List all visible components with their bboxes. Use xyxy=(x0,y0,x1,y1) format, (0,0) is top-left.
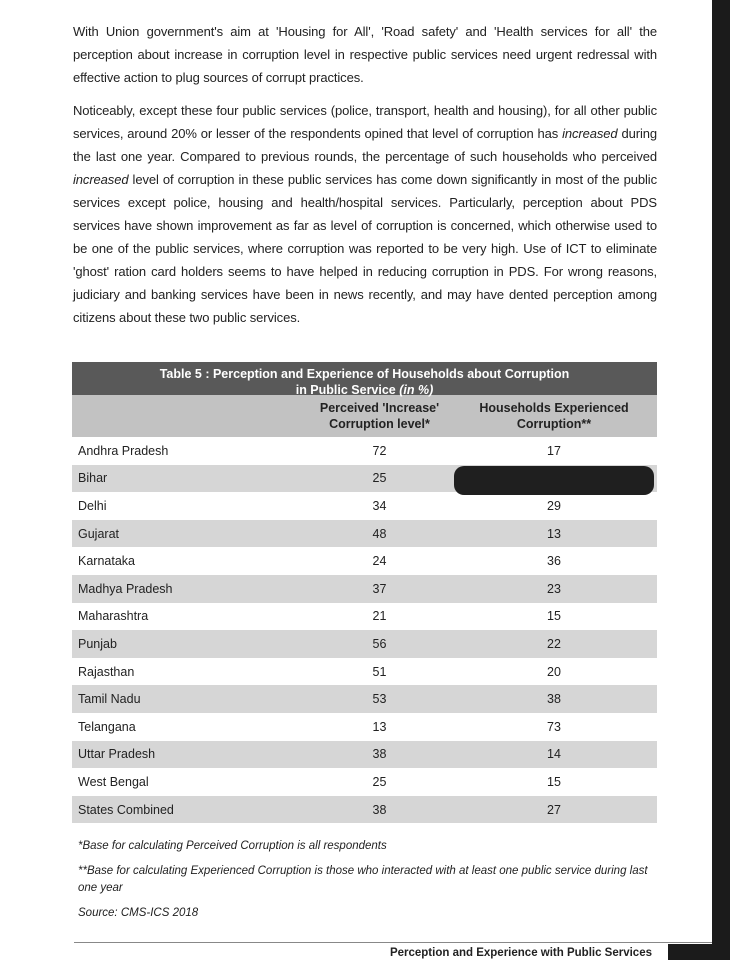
table-row xyxy=(72,492,657,520)
table-row xyxy=(72,685,657,713)
state-cell: States Combined xyxy=(78,802,174,817)
table-footnotes xyxy=(78,838,658,922)
perceived-cell: 56 xyxy=(372,636,387,651)
state-cell: Rajasthan xyxy=(78,664,135,679)
table-title xyxy=(72,362,657,395)
state-cell: Karnataka xyxy=(78,554,135,569)
state-cell: Uttar Pradesh xyxy=(78,747,156,762)
paragraph-2-part-a: Noticeably, except these four public services (police, transport, health and housing), for all other public services, around 20% or lesser of the respondents opined that level of corruption has xyxy=(73,103,657,141)
body-text xyxy=(73,20,657,339)
table-row xyxy=(72,603,657,631)
table-row xyxy=(72,658,657,686)
experienced-cell: 15 xyxy=(547,774,561,789)
experienced-cell: 17 xyxy=(547,443,561,458)
table-header-row xyxy=(72,395,657,437)
experienced-cell: 13 xyxy=(547,526,561,541)
perceived-cell: 34 xyxy=(372,498,387,513)
experienced-cell: 36 xyxy=(547,554,561,569)
experienced-cell xyxy=(451,465,657,493)
perceived-cell: 72 xyxy=(372,443,387,458)
header-perceived-line-1: Perceived 'Increase' xyxy=(319,401,440,415)
perceived-cell: 37 xyxy=(372,581,387,596)
perceived-cell: 38 xyxy=(372,802,387,817)
experienced-cell: 14 xyxy=(547,747,561,762)
paragraph-2-emphasis-1: increased xyxy=(562,126,618,141)
footnote-experienced: **Base for calculating Experienced Corruption is those who interacted with at least one public service during last one year xyxy=(78,865,648,894)
perceived-cell: 24 xyxy=(372,554,387,569)
table-row xyxy=(72,713,657,741)
corruption-table xyxy=(72,362,657,823)
table-row xyxy=(72,465,657,493)
perceived-cell: 51 xyxy=(372,664,387,679)
running-footer-title: Perception and Experience with Public Services xyxy=(389,947,652,959)
experienced-cell: 73 xyxy=(547,719,561,734)
table-row xyxy=(72,437,657,465)
perceived-cell: 53 xyxy=(372,692,387,707)
state-cell: Tamil Nadu xyxy=(78,692,141,707)
experienced-cell: 23 xyxy=(547,581,561,596)
perceived-cell: 25 xyxy=(372,471,387,486)
table-title-text: in Public Service xyxy=(295,383,396,397)
page-number-tab xyxy=(668,944,712,960)
header-perceived-line-2: Corruption level* xyxy=(329,417,430,431)
redaction-bar xyxy=(454,466,654,496)
experienced-cell: 38 xyxy=(547,692,561,707)
footer-rule xyxy=(74,942,712,943)
state-cell: West Bengal xyxy=(78,774,149,789)
table-row xyxy=(72,768,657,796)
table-title-line-1: Table 5 : Perception and Experience of Households about Corruption xyxy=(159,367,570,381)
state-cell: Punjab xyxy=(78,636,117,651)
table-body xyxy=(72,437,657,823)
header-experienced-line-2: Corruption** xyxy=(516,417,592,431)
perceived-cell: 21 xyxy=(372,609,387,624)
header-perceived xyxy=(308,400,451,432)
experienced-cell: 27 xyxy=(547,802,561,817)
table-row xyxy=(72,520,657,548)
table-title-unit: (in %) xyxy=(399,383,434,397)
perceived-cell: 25 xyxy=(372,774,387,789)
perceived-cell: 48 xyxy=(372,526,387,541)
header-experienced-line-1: Households Experienced xyxy=(479,401,629,415)
experienced-cell: 29 xyxy=(547,498,561,513)
source-note: Source: CMS-ICS 2018 xyxy=(78,907,199,919)
header-experienced xyxy=(451,400,657,432)
paragraph-1: With Union government's aim at 'Housing for All', 'Road safety' and 'Health services for all' the perception about increase in corruption level in respective public services need urgent redressal with effective action to plug sources of corrupt practices. xyxy=(73,24,657,85)
state-cell: Bihar xyxy=(78,471,108,486)
paragraph-2-emphasis-2: increased xyxy=(73,172,129,187)
table-row xyxy=(72,575,657,603)
table-row xyxy=(72,630,657,658)
table-row xyxy=(72,741,657,769)
state-cell: Delhi xyxy=(78,498,107,513)
experienced-cell: 15 xyxy=(547,609,561,624)
experienced-cell: 22 xyxy=(547,636,561,651)
table-row xyxy=(72,547,657,575)
table-row xyxy=(72,796,657,824)
paragraph-2-part-c: level of corruption in these public services has come down significantly in most of the public services except police, housing and health/hospital services. Particularly, perception about PDS services have shown improvement as far as level of corruption is concerned, which otherwise used to be one of the public services, where corruption was reported to be very high. Use of ICT to eliminate 'ghost' ration card holders seems to have helped in reducing corruption in PDS. For wrong reasons, judiciary and banking services have been in news recently, and may have dented perception among citizens about these two public services. xyxy=(73,172,657,325)
perceived-cell: 38 xyxy=(372,747,387,762)
state-cell: Madhya Pradesh xyxy=(78,581,173,596)
state-cell: Andhra Pradesh xyxy=(78,443,169,458)
state-cell: Telangana xyxy=(78,719,136,734)
footnote-perceived: *Base for calculating Perceived Corruption is all respondents xyxy=(78,840,387,852)
paragraph-2-part-b: during the last one year. Compared to previous rounds, the percentage of such households who perceived xyxy=(73,126,657,164)
page-edge-shadow xyxy=(712,0,730,960)
paragraph-2 xyxy=(73,99,657,329)
experienced-cell: 20 xyxy=(547,664,561,679)
state-cell: Gujarat xyxy=(78,526,119,541)
state-cell: Maharashtra xyxy=(78,609,149,624)
perceived-cell: 13 xyxy=(372,719,387,734)
